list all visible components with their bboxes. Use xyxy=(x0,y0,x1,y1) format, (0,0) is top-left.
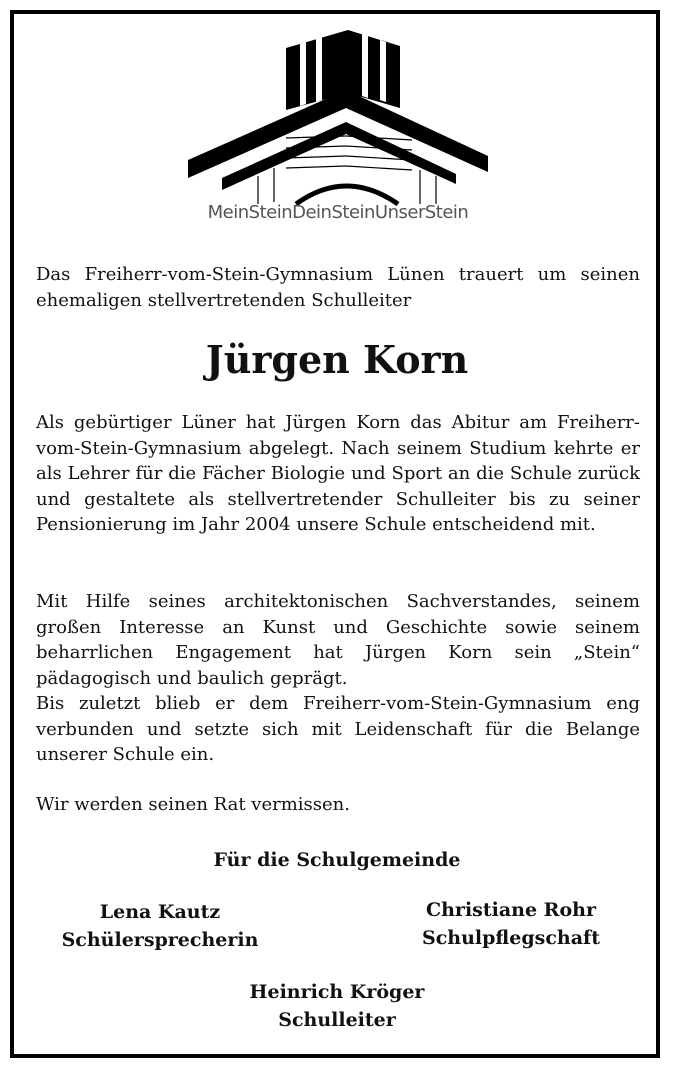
signatory-role: Schulleiter xyxy=(278,1009,396,1031)
intro-line: Das Freiherr-vom-Stein-Gymnasium Lünen trauert um seinen ehemaligen stellvertretenden Schulleiter xyxy=(36,264,640,311)
logo-slogan: MeinSteinDeinSteinUnserStein xyxy=(207,202,469,223)
paragraph-text: Bis zuletzt blieb er dem Freiherr-vom-Stein-Gymnasium eng verbunden und setzte sich mit Leidenschaft für die Belange unserer Schule ein. xyxy=(36,693,640,765)
signatory xyxy=(396,896,626,952)
signatory xyxy=(0,978,674,1034)
tribute-paragraph xyxy=(36,589,640,768)
signatory-name: Heinrich Kröger xyxy=(249,981,425,1003)
closing-text: Wir werden seinen Rat vermissen. xyxy=(36,794,350,815)
signatory-role: Schülersprecherin xyxy=(61,929,259,951)
signature-heading: Für die Schulgemeinde xyxy=(213,849,461,871)
closing-line xyxy=(36,792,640,818)
school-logo xyxy=(186,18,490,230)
paragraph-text: Als gebürtiger Lüner hat Jürgen Korn das Abitur am Freiherr-vom-Stein-Gymnasium abgelegt. Nach seinem Studium kehrte er als Lehrer für die Fächer Biologie und Sport an die Schule zurück und gestaltete als stellvertretender Schulleiter bis zu seiner Pensionierung im Jahr 2004 unsere Schule entscheidend mit. xyxy=(36,412,640,535)
signatory-name: Lena Kautz xyxy=(99,901,221,923)
signatory xyxy=(40,898,280,954)
deceased-name: Jürgen Korn xyxy=(205,337,469,382)
school-building-icon xyxy=(186,18,490,208)
paragraph-text: Mit Hilfe seines architektonischen Sachverstandes, seinem großen Interesse an Kunst und Geschichte sowie seinem beharrlichen Engagement hat Jürgen Korn sein „Stein“ pädagogisch und baulich geprägt. xyxy=(36,591,640,689)
signatory-name: Christiane Rohr xyxy=(426,899,596,921)
biography-paragraph xyxy=(36,410,640,538)
signatory-role: Schulpflegschaft xyxy=(422,927,600,949)
intro-text xyxy=(36,262,640,313)
